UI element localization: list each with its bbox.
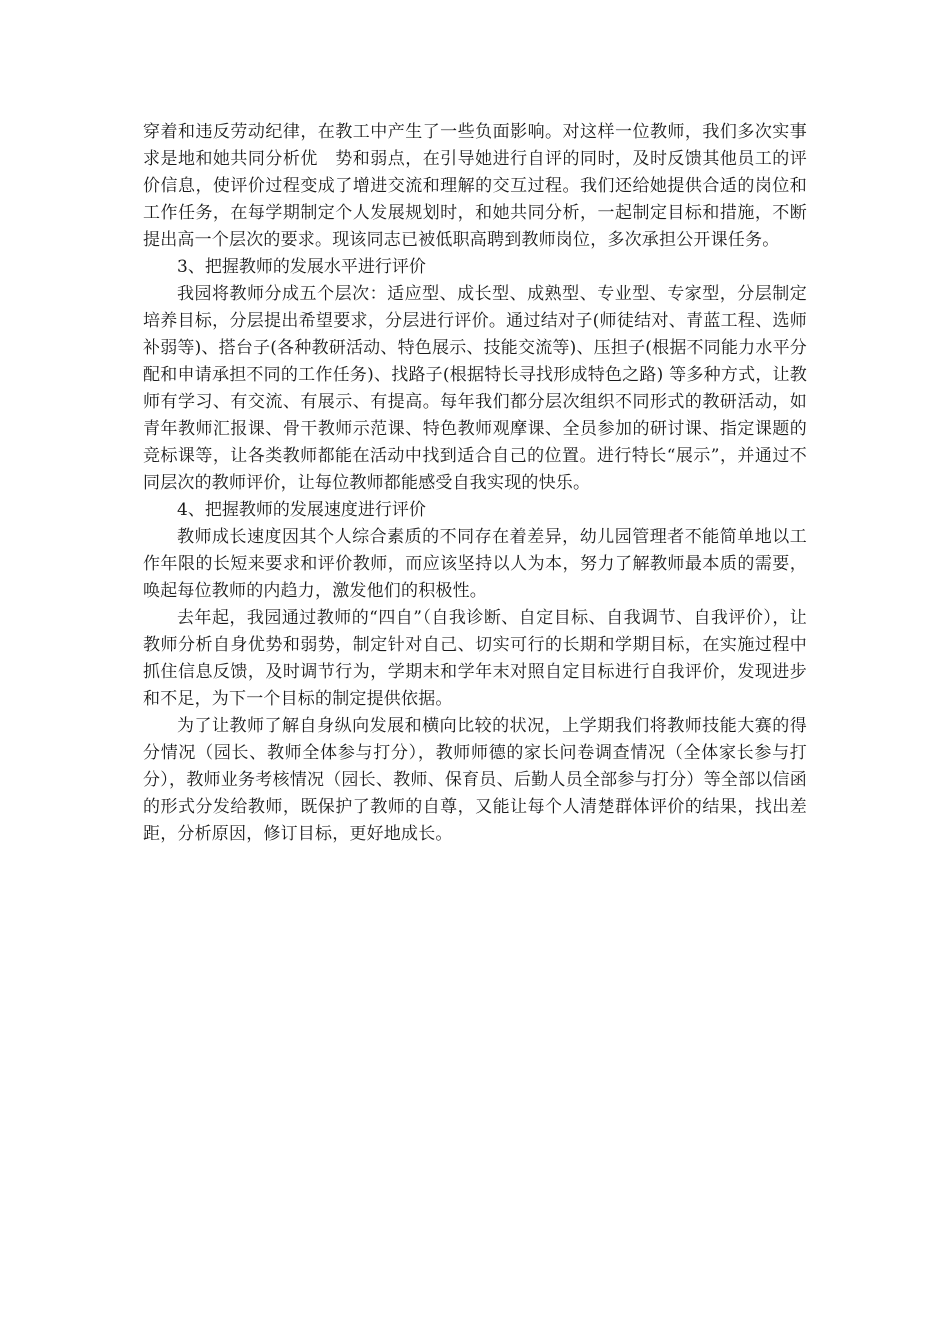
section-4-paragraph-1: 教师成长速度因其个人综合素质的不同存在着差异，幼儿园管理者不能简单地以工作年限的长短来要求和评价教师，而应该坚持以人为本，努力了解教师最本质的需要，唤起每位教师的内趋力，激发他们的积极性。	[143, 527, 807, 601]
section-4-paragraph-2: 去年起，我园通过教师的“四自”（自我诊断、自定目标、自我调节、自我评价），让教师分析自身优势和弱势，制定针对自己、切实可行的长期和学期目标，在实施过程中抓住信息反馈，及时调节行为，学期末和学年末对照自定目标进行自我评价，发现进步和不足，为下一个目标的制定提供依据。	[143, 608, 807, 709]
continuation-paragraph: 穿着和违反劳动纪律，在教工中产生了一些负面影响。对这样一位教师，我们多次实事求是地和她共同分析优 势和弱点，在引导她进行自评的同时，及时反馈其他员工的评价信息，使评价过程变成了增进交流和理解的交互过程。我们还给她提供合适的岗位和工作任务，在每学期制定个人发展规划时，和她共同分析，一起制定目标和措施，不断提出高一个层次的要求。现该同志已被低职高聘到教师岗位，多次承担公开课任务。	[143, 122, 807, 250]
section-3-paragraph-1: 我园将教师分成五个层次：适应型、成长型、成熟型、专业型、专家型，分层制定培养目标，分层提出希望要求，分层进行评价。通过结对子(师徒结对、青蓝工程、选师补弱等)、搭台子(各种教研活动、特色展示、技能交流等)、压担子(根据不同能力水平分配和申请承担不同的工作任务)、找路子(根据特长寻找形成特色之路) 等多种方式，让教师有学习、有交流、有展示、有提高。每年我们都分层次组织不同形式的教研活动，如青年教师汇报课、骨干教师示范课、特色教师观摩课、全员参加的研讨课、指定课题的竞标课等，让各类教师都能在活动中找到适合自己的位置。进行特长“展示”，并通过不同层次的教师评价，让每位教师都能感受自我实现的快乐。	[143, 284, 807, 493]
section-4-heading: 4、把握教师的发展速度进行评价	[177, 500, 426, 520]
document-body	[143, 119, 807, 848]
section-3-heading: 3、把握教师的发展水平进行评价	[177, 257, 426, 277]
section-4-paragraph-3: 为了让教师了解自身纵向发展和横向比较的状况，上学期我们将教师技能大赛的得分情况（园长、教师全体参与打分），教师师德的家长问卷调查情况（全体家长参与打分），教师业务考核情况（园长、教师、保育员、后勤人员全部参与打分）等全部以信函的形式分发给教师，既保护了教师的自尊，又能让每个人清楚群体评价的结果，找出差距，分析原因，修订目标，更好地成长。	[143, 716, 807, 844]
